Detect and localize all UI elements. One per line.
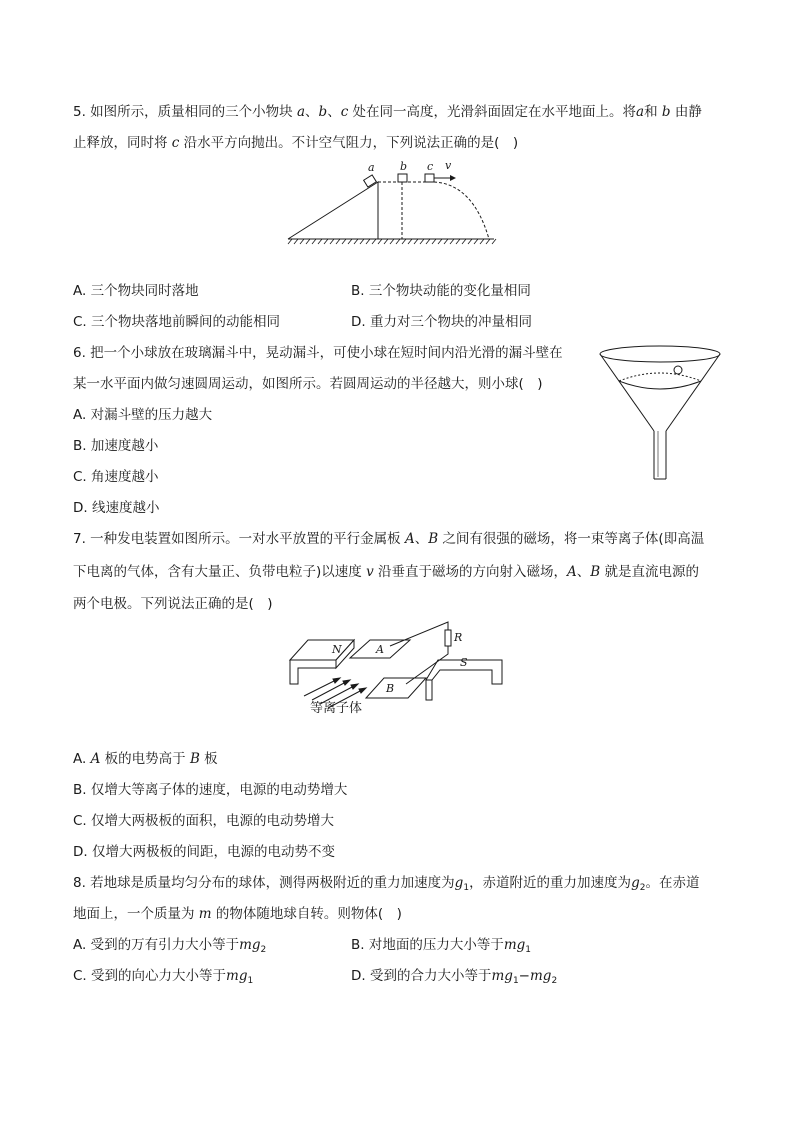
q5-option-a[interactable]: A. 三个物块同时落地 — [73, 283, 199, 299]
q6-option-b[interactable]: B. 加速度越小 — [73, 438, 159, 454]
q7-option-d[interactable]: D. 仅增大两极板的间距，电源的电动势不变 — [73, 844, 335, 860]
q6-stem-line1: 6. 把一个小球放在玻璃漏斗中，晃动漏斗，可使小球在短时间内沿光滑的漏斗壁在 — [73, 345, 563, 361]
label-r: R — [454, 631, 463, 644]
q8-stem-line2: 地面上，一个质量为 m 的物体随地球自转。则物体( ) — [73, 906, 402, 922]
q8-option-b[interactable]: B. 对地面的压力大小等于$mg_1$ — [351, 937, 532, 955]
q7-option-a[interactable]: A. A 板的电势高于 B 板 — [73, 751, 218, 767]
q5-stem-line2: 止释放，同时将 c 沿水平方向抛出。不计空气阻力，下列说法正确的是( ) — [73, 135, 519, 151]
q6-option-c[interactable]: C. 角速度越小 — [73, 469, 159, 485]
q7-stem-line2: 下电离的气体，含有大量正、负带电粒子)以速度 v 沿垂直于磁场的方向射入磁场，A、B 就是直流电源的 — [73, 564, 699, 580]
label-s: S — [460, 656, 468, 669]
q5-option-c[interactable]: C. 三个物块落地前瞬间的动能相同 — [73, 314, 281, 330]
q5-option-d[interactable]: D. 重力对三个物块的冲量相同 — [351, 314, 532, 330]
q5-option-b[interactable]: B. 三个物块动能的变化量相同 — [351, 283, 531, 299]
q5-stem-line1: 5. 如图所示，质量相同的三个小物块 a、b、c 处在同一高度，光滑斜面固定在水平地面上。将a和 b 由静 — [73, 104, 702, 120]
q6-option-a[interactable]: A. 对漏斗壁的压力越大 — [73, 407, 213, 423]
q5-figure-incline — [288, 158, 508, 248]
label-v: v — [445, 159, 452, 172]
q7-option-c[interactable]: C. 仅增大两极板的面积，电源的电动势增大 — [73, 813, 335, 829]
q8-option-d[interactable]: D. 受到的合力大小等于$mg_1-mg_2$ — [351, 968, 558, 986]
q6-option-d[interactable]: D. 线速度越小 — [73, 500, 160, 516]
q8-stem-line1: 8. 若地球是质量均匀分布的球体，测得两极附近的重力加速度为$g_1$，赤道附近的重力加速度为$g_2$。在赤道 — [73, 875, 700, 893]
q7-stem-line3: 两个电极。下列说法正确的是( ) — [73, 596, 273, 612]
label-c: c — [427, 160, 434, 173]
q7-option-b[interactable]: B. 仅增大等离子体的速度，电源的电动势增大 — [73, 782, 348, 798]
label-plate-b: B — [386, 682, 395, 695]
q8-option-a[interactable]: A. 受到的万有引力大小等于$mg_2$ — [73, 937, 267, 955]
q7-figure-generator — [288, 620, 508, 720]
label-plasma: 等离子体 — [310, 701, 363, 716]
q7-stem-line1: 7. 一种发电装置如图所示。一对水平放置的平行金属板 A、B 之间有很强的磁场，将一束等离子体(即高温 — [73, 531, 705, 547]
q6-figure-funnel — [598, 345, 723, 485]
label-b: b — [400, 160, 408, 173]
q8-option-c[interactable]: C. 受到的向心力大小等于$mg_1$ — [73, 968, 254, 986]
label-a: a — [368, 161, 375, 174]
label-n: N — [332, 643, 342, 656]
label-plate-a: A — [376, 643, 384, 656]
q6-stem-line2: 某一水平面内做匀速圆周运动，如图所示。若圆周运动的半径越大，则小球( ) — [73, 376, 543, 392]
